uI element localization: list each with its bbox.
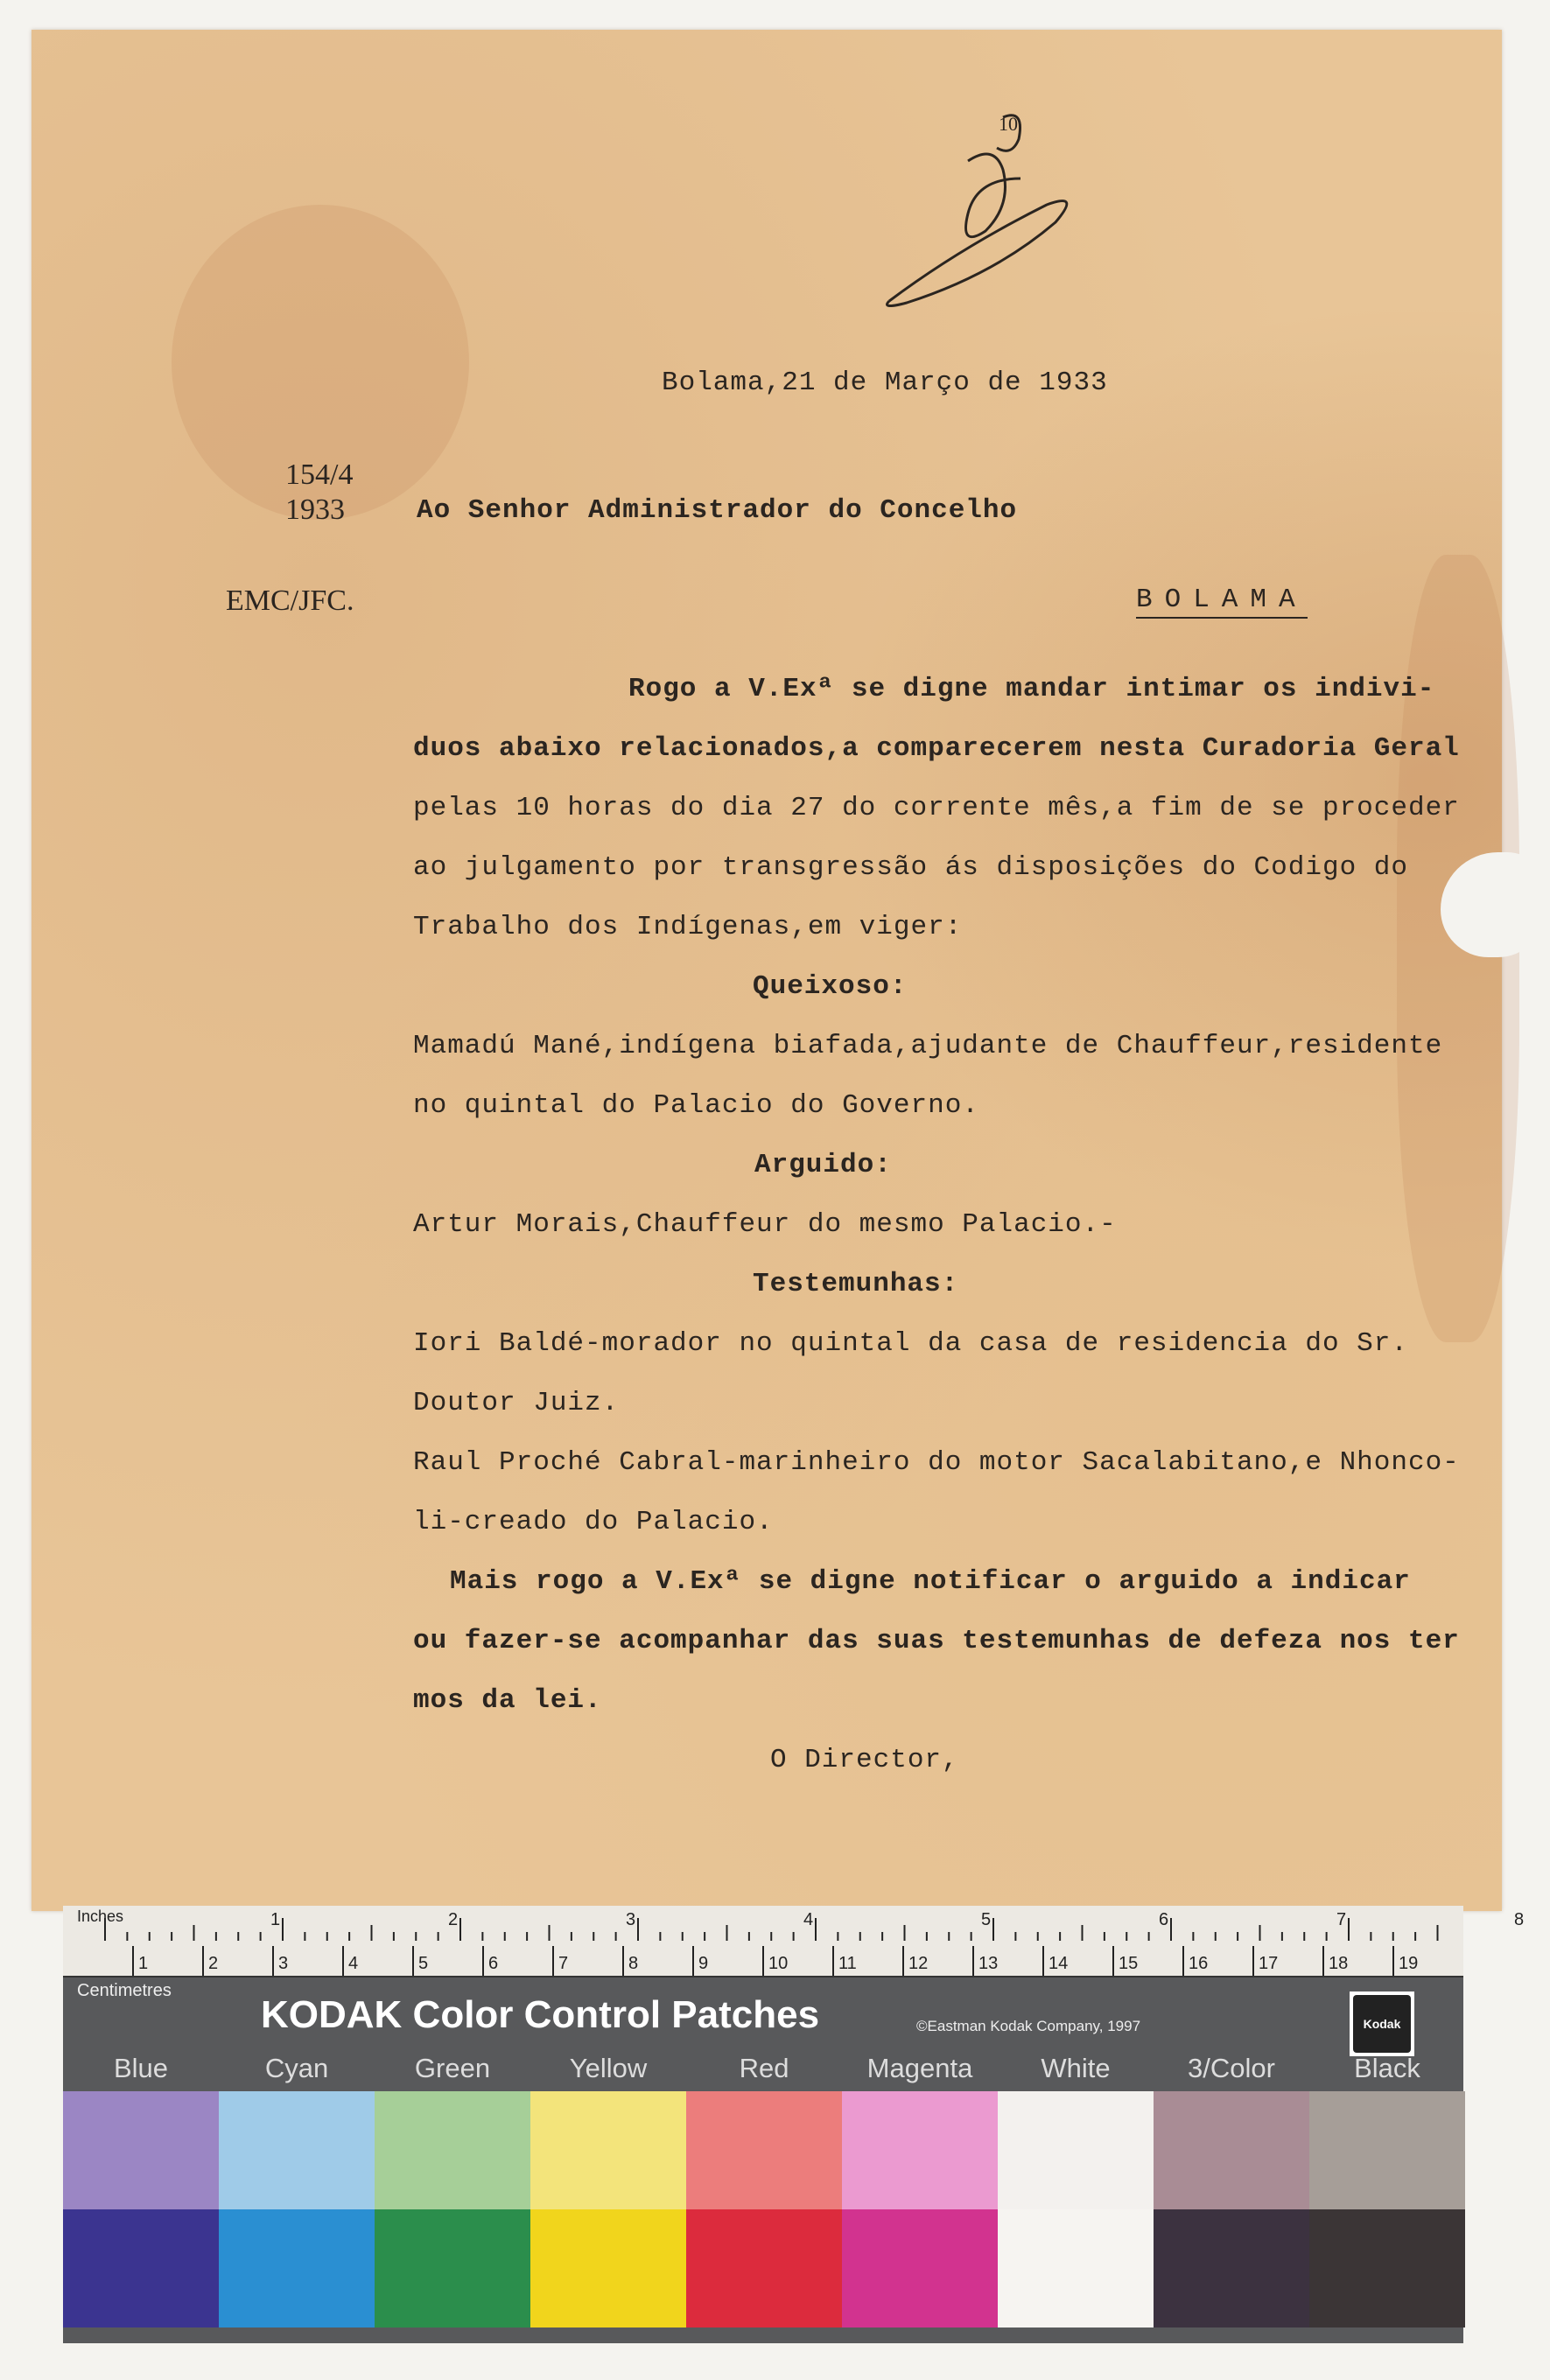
kodak-logo-icon <box>1350 1992 1414 2056</box>
body-line: ao julgamento por transgressão ás disposições do Codigo do <box>413 852 1408 883</box>
testemunha-line: Raul Proché Cabral-marinheiro do motor Sacalabitano,e Nhonco- <box>413 1447 1460 1478</box>
closing-line: Mais rogo a V.Exª se digne notificar o arguido a indicar <box>450 1566 1411 1597</box>
reference-year: 1933 <box>285 494 345 526</box>
color-patch <box>1154 2091 1309 2209</box>
color-patch <box>998 2091 1154 2209</box>
ruler-cm-number: 10 <box>768 1954 789 1973</box>
patch-label: White <box>1041 2053 1111 2083</box>
color-patch <box>1154 2209 1309 2328</box>
patch-label: Magenta <box>866 2053 973 2083</box>
color-patch <box>842 2091 998 2209</box>
ruler-cm-number: 14 <box>1049 1954 1069 1973</box>
color-patch <box>998 2209 1154 2328</box>
reference-number: 154/4 <box>285 458 354 491</box>
ruler-cm-number: 2 <box>208 1954 219 1973</box>
ruler-inch-number: 1 <box>270 1910 281 1929</box>
patch-label: Red <box>739 2053 789 2083</box>
patch-label: Yellow <box>569 2053 648 2083</box>
ruler-cm-number: 8 <box>628 1954 639 1973</box>
ruler-cm-label: Centimetres <box>77 1981 172 2000</box>
color-patch <box>530 2209 686 2328</box>
strip-title: KODAK Color Control Patches <box>261 1993 820 2036</box>
patch-label: Black <box>1354 2053 1420 2083</box>
patch-label: Blue <box>113 2053 169 2083</box>
color-patch <box>219 2091 375 2209</box>
heading-testemunhas: Testemunhas: <box>753 1269 959 1299</box>
testemunha-line: li-creado do Palacio. <box>413 1507 774 1537</box>
body-line: duos abaixo relacionados,a comparecerem nesta Curadoria Geral <box>413 733 1460 764</box>
ruler-ticks <box>63 1906 1525 1976</box>
ruler-inch-number: 8 <box>1514 1910 1525 1929</box>
document-sheet <box>32 30 1502 1911</box>
color-patch <box>842 2209 998 2328</box>
color-patch <box>375 2209 530 2328</box>
signature-icon <box>872 100 1117 327</box>
ruler-inch-number: 6 <box>1159 1910 1169 1929</box>
place-date: Bolama,21 de Março de 1933 <box>662 368 1108 398</box>
ruler-cm-number: 11 <box>838 1954 857 1973</box>
color-patch <box>686 2209 842 2328</box>
queixoso-line: no quintal do Palacio do Governo. <box>413 1090 979 1121</box>
ruler-cm-number: 19 <box>1399 1954 1419 1973</box>
testemunha-line: Iori Baldé-morador no quintal da casa de residencia do Sr. <box>413 1328 1408 1359</box>
ruler-cm-number: 4 <box>348 1954 359 1973</box>
color-patch <box>1309 2209 1465 2328</box>
addressee: Ao Senhor Administrador do Concelho <box>417 495 1018 526</box>
ruler-cm-number: 13 <box>978 1954 999 1973</box>
color-patch <box>63 2209 219 2328</box>
patch-label: 3/Color <box>1188 2053 1275 2083</box>
ruler-cm-number: 12 <box>908 1954 929 1973</box>
color-patch <box>530 2091 686 2209</box>
ruler-cm-number: 7 <box>558 1954 569 1973</box>
color-patch <box>219 2209 375 2328</box>
heading-queixoso: Queixoso: <box>753 971 908 1002</box>
heading-arguido: Arguido: <box>754 1150 892 1180</box>
queixoso-line: Mamadú Mané,indígena biafada,ajudante de Chauffeur,residente <box>413 1031 1443 1061</box>
ruler-cm-number: 16 <box>1189 1954 1209 1973</box>
ruler-cm-number: 3 <box>278 1954 289 1973</box>
kodak-logo-text: Kodak <box>1353 1995 1411 2053</box>
ruler-inch-number: 3 <box>626 1910 636 1929</box>
ruler-inch-number: 2 <box>448 1910 459 1929</box>
patch-label: Cyan <box>264 2053 329 2083</box>
ruler <box>63 1906 1525 1978</box>
ruler-cm-number: 6 <box>488 1954 499 1973</box>
ruler-cm-number: 5 <box>418 1954 429 1973</box>
body-line: Trabalho dos Indígenas,em viger: <box>413 912 963 942</box>
ruler-cm-number: 17 <box>1259 1954 1279 1973</box>
color-patch <box>63 2091 219 2209</box>
strip-copyright: ©Eastman Kodak Company, 1997 <box>916 2018 1141 2034</box>
closing-line: ou fazer-se acompanhar das suas testemunhas de defeza nos ter <box>413 1626 1460 1656</box>
ruler-inch-number: 5 <box>981 1910 992 1929</box>
ruler-inches-label: Inches <box>77 1908 124 1925</box>
ruler-inch-number: 4 <box>803 1910 814 1929</box>
city: BOLAMA <box>1136 584 1308 619</box>
ruler-cm-number: 18 <box>1329 1954 1349 1973</box>
testemunha-line: Doutor Juiz. <box>413 1388 620 1418</box>
signature-mark: 10 <box>999 113 1018 135</box>
patch-labels <box>63 2053 1463 2088</box>
kodak-color-strip <box>63 1906 1525 2343</box>
patch-label: Green <box>414 2053 491 2083</box>
body-line: pelas 10 horas do dia 27 do corrente mês,a fim de se proceder <box>413 793 1460 823</box>
color-patch <box>1309 2091 1465 2209</box>
ruler-cm-number: 9 <box>698 1954 709 1973</box>
signoff: O Director, <box>770 1745 959 1775</box>
body-line: Rogo a V.Exª se digne mandar intimar os indivi- <box>628 674 1435 704</box>
color-patch <box>686 2091 842 2209</box>
ruler-cm-number: 15 <box>1119 1954 1139 1973</box>
arguido-line: Artur Morais,Chauffeur do mesmo Palacio.- <box>413 1209 1117 1240</box>
closing-line: mos da lei. <box>413 1685 602 1716</box>
ruler-inch-number: 7 <box>1336 1910 1347 1929</box>
color-patch <box>375 2091 530 2209</box>
initials: EMC/JFC. <box>226 584 354 617</box>
ruler-cm-number: 1 <box>138 1954 149 1973</box>
